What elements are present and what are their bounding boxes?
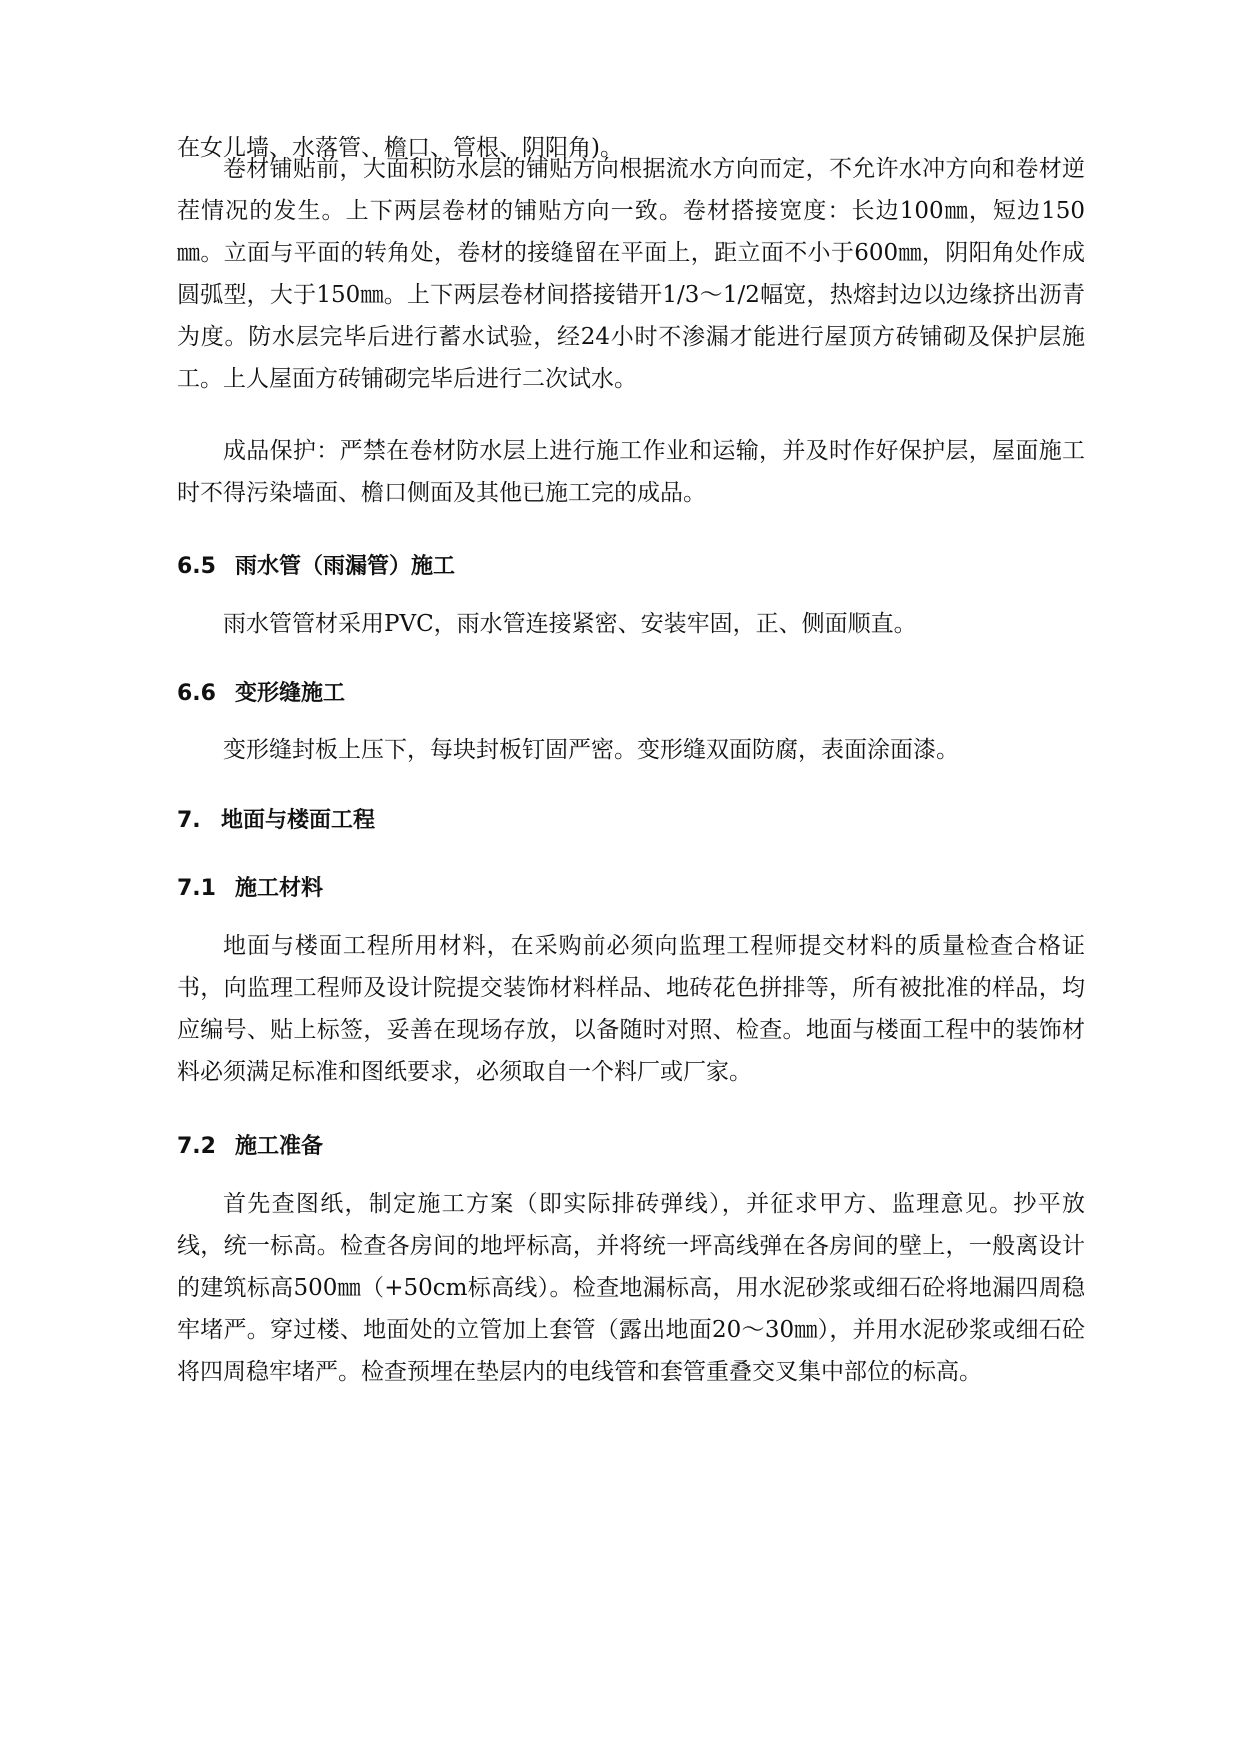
- heading-title: 地面与楼面工程: [221, 808, 376, 833]
- heading-7: [177, 806, 375, 836]
- heading-title: 变形缝施工: [235, 681, 346, 706]
- paragraph-rain-pipe: 雨水管管材采用PVC，雨水管连接紧密、安装牢固，正、侧面顺直。: [223, 611, 917, 637]
- heading-title: 雨水管（雨漏管）施工: [235, 554, 456, 579]
- paragraph-continuation: 在女儿墙、水落管、檐口、管根、阴阳角)。: [177, 135, 623, 161]
- heading-6-6: [177, 679, 345, 709]
- heading-title: 施工材料: [235, 876, 324, 901]
- heading-number: 7.2: [177, 1134, 216, 1159]
- heading-number: 7.1: [177, 876, 216, 901]
- heading-7-1: [177, 874, 323, 904]
- heading-6-5: [177, 552, 455, 582]
- paragraph-preparation: 首先查图纸，制定施工方案（即实际排砖弹线），并征求甲方、监理意见。抄平放线，统一标高。检查各房间的地坪标高，并将统一坪高线弹在各房间的壁上，一般离设计的建筑标高500㎜（+50cm标高线）。检查地漏标高，用水泥砂浆或细石砼将地漏四周稳牢堵严。穿过楼、地面处的立管加上套管（露出地面20～30㎜），并用水泥砂浆或细石砼将四周稳牢堵严。检查预埋在垫层内的电线管和套管重叠交叉集中部位的标高。: [177, 1191, 1085, 1385]
- paragraph-membrane-laying: 卷材铺贴前，大面积防水层的铺贴方向根据流水方向而定，不允许水冲方向和卷材逆茬情况的发生。上下两层卷材的铺贴方向一致。卷材搭接宽度：长边100㎜，短边150㎜。立面与平面的转角处，卷材的接缝留在平面上，距立面不小于600㎜，阴阳角处作成圆弧型，大于150㎜。上下两层卷材间搭接错开1/3～1/2幅宽，热熔封边以边缘挤出沥青为度。防水层完毕后进行蓄水试验，经24小时不渗漏才能进行屋顶方砖铺砌及保护层施工。上人屋面方砖铺砌完毕后进行二次试水。: [177, 156, 1085, 392]
- heading-7-2: [177, 1132, 323, 1162]
- heading-number: 7.: [177, 808, 201, 833]
- heading-number: 6.5: [177, 554, 216, 579]
- heading-number: 6.6: [177, 681, 216, 706]
- paragraph-materials: 地面与楼面工程所用材料，在采购前必须向监理工程师提交材料的质量检查合格证书，向监理工程师及设计院提交装饰材料样品、地砖花色拼排等，所有被批准的样品，均应编号、贴上标签，妥善在现场存放，以备随时对照、检查。地面与楼面工程中的装饰材料必须满足标准和图纸要求，必须取自一个料厂或厂家。: [177, 933, 1085, 1085]
- paragraph-finished-product-protection: 成品保护：严禁在卷材防水层上进行施工作业和运输，并及时作好保护层，屋面施工时不得污染墙面、檐口侧面及其他已施工完的成品。: [177, 438, 1085, 506]
- paragraph-deformation-joint: 变形缝封板上压下，每块封板钉固严密。变形缝双面防腐，表面涂面漆。: [223, 737, 959, 763]
- heading-title: 施工准备: [235, 1134, 324, 1159]
